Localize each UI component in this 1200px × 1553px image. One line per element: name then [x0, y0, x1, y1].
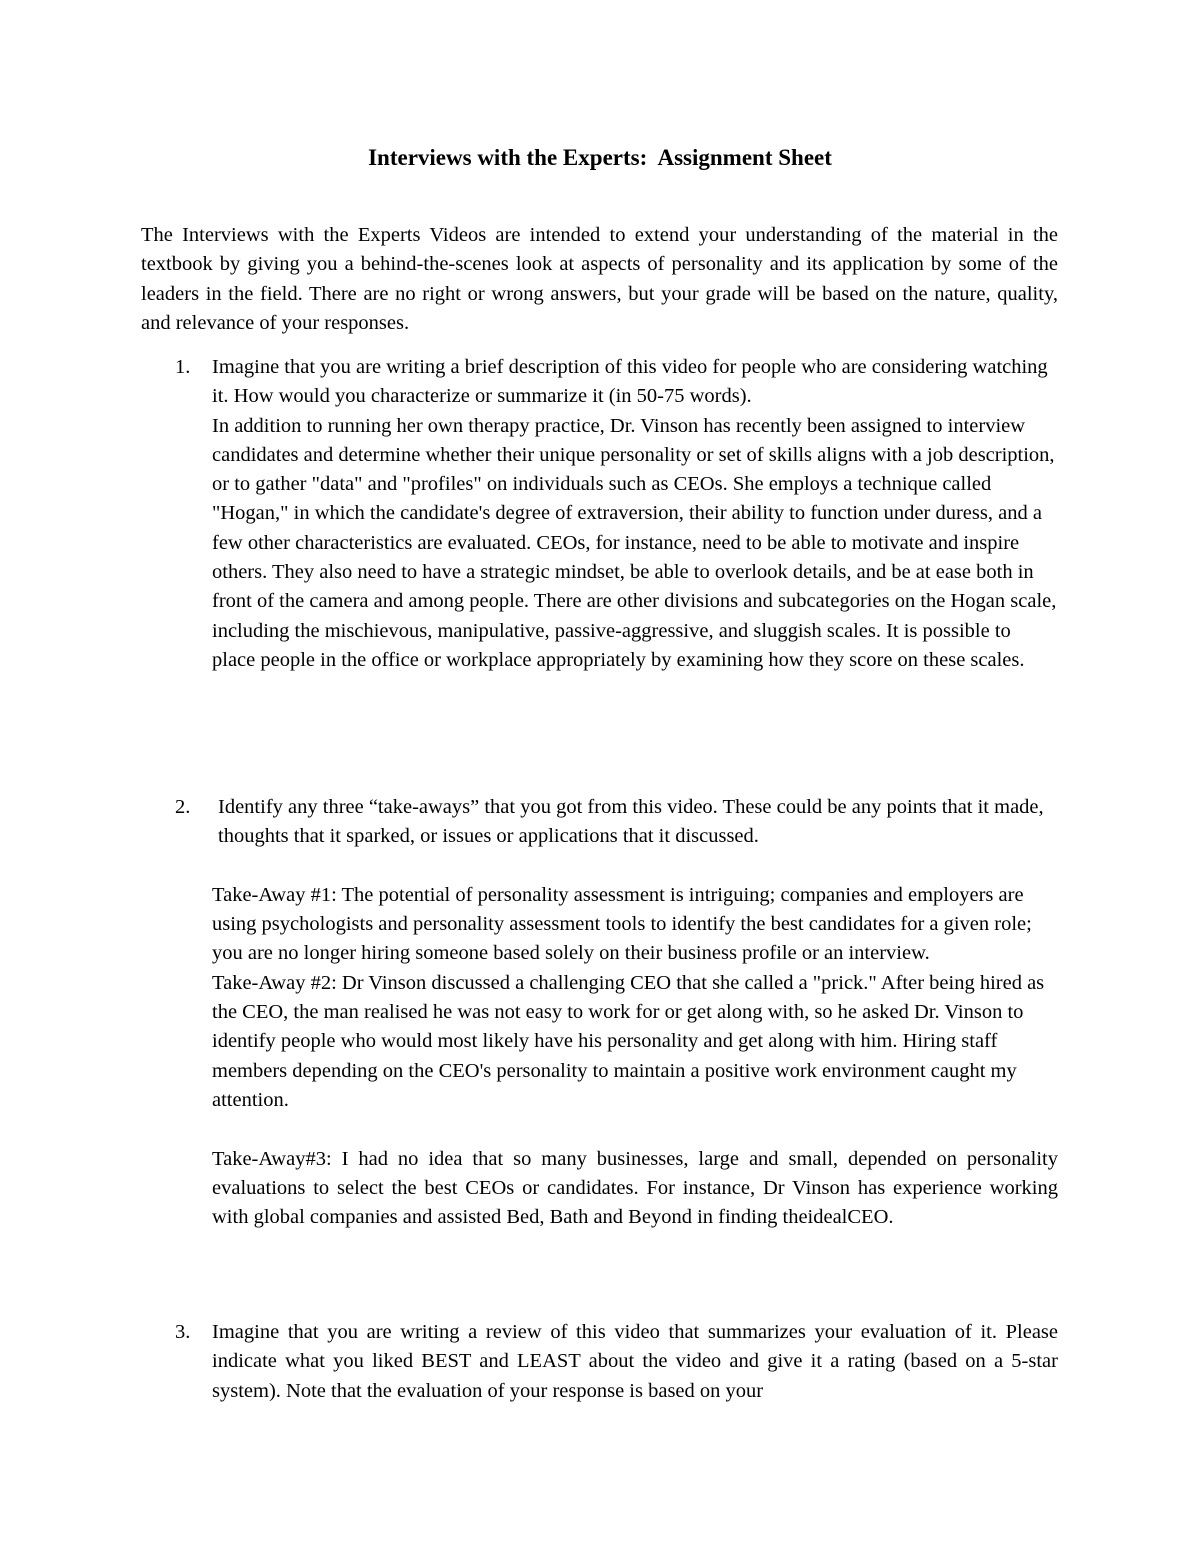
question-2 [141, 793, 1058, 1232]
document-title: Interviews with the Experts: Assignment Sheet [368, 145, 832, 170]
question-1-number: 1. [175, 356, 191, 378]
question-1-answer: In addition to running her own therapy practice, Dr. Vinson has recently been assigned to interview candidates and determine whether their unique personality or set of skills aligns with a job description, or to gather "data" and "profiles" on individuals such as CEOs. She employs a technique called "Hogan," in which the candidate's degree of extraversion, their ability to function under duress, and a few other characteristics are evaluated. CEOs, for instance, need to be able to motivate and inspire others. They also need to have a strategic mindset, be able to overlook details, and be at ease both in front of the camera and among people. There are other divisions and subcategories on the Hogan scale, including the mischievous, manipulative, passive-aggressive, and sluggish scales. It is possible to place people in the office or workplace appropriately by examining how they score on these scales. [212, 414, 1057, 671]
question-1-prompt: Imagine that you are writing a brief description of this video for people who are considering watching it. How would you characterize or summarize it (in 50-75 words). [212, 356, 1048, 408]
question-3 [141, 1318, 1058, 1406]
takeaway-3: Take-Away#3: I had no idea that so many businesses, large and small, depended on personality evaluations to select the best CEOs or candidates. For instance, Dr Vinson has experience working with global companies and assisted Bed, Bath and Beyond in finding theidealCEO. [212, 1147, 1058, 1229]
intro-paragraph: The Interviews with the Experts Videos are intended to extend your understanding of the material in the textbook by giving you a behind-the-scenes look at aspects of personality and its application by some of the leaders in the field. There are no right or wrong answers, but your grade will be based on the nature, quality, and relevance of your responses. [141, 224, 1058, 334]
question-3-prompt: Imagine that you are writing a review of this video that summarizes your evaluation of it. Please indicate what you liked BEST and LEAST about the video and give it a rating (based on a 5-star system). Note that the evaluation of your response is based on your [212, 1321, 1058, 1402]
question-2-prompt: Identify any three “take-aways” that you got from this video. These could be any points that it made, thoughts that it sparked, or issues or applications that it discussed. [218, 796, 1044, 848]
takeaway-2: Take-Away #2: Dr Vinson discussed a challenging CEO that she called a "prick." After being hired as the CEO, the man realised he was not easy to work for or get along with, so he asked Dr. Vinson to identify people who would most likely have his personality and get along with him. Hiring staff members depending on the CEO's personality to maintain a positive work environment caught my attention. [212, 971, 1045, 1111]
question-2-number: 2. [175, 796, 191, 818]
takeaway-1: Take-Away #1: The potential of personality assessment is intriguing; companies and employers are using psychologists and personality assessment tools to identify the best candidates for a given role; you are no longer hiring someone based solely on their business profile or an interview. [212, 883, 1032, 965]
question-3-number: 3. [175, 1321, 191, 1343]
question-1 [141, 353, 1058, 675]
